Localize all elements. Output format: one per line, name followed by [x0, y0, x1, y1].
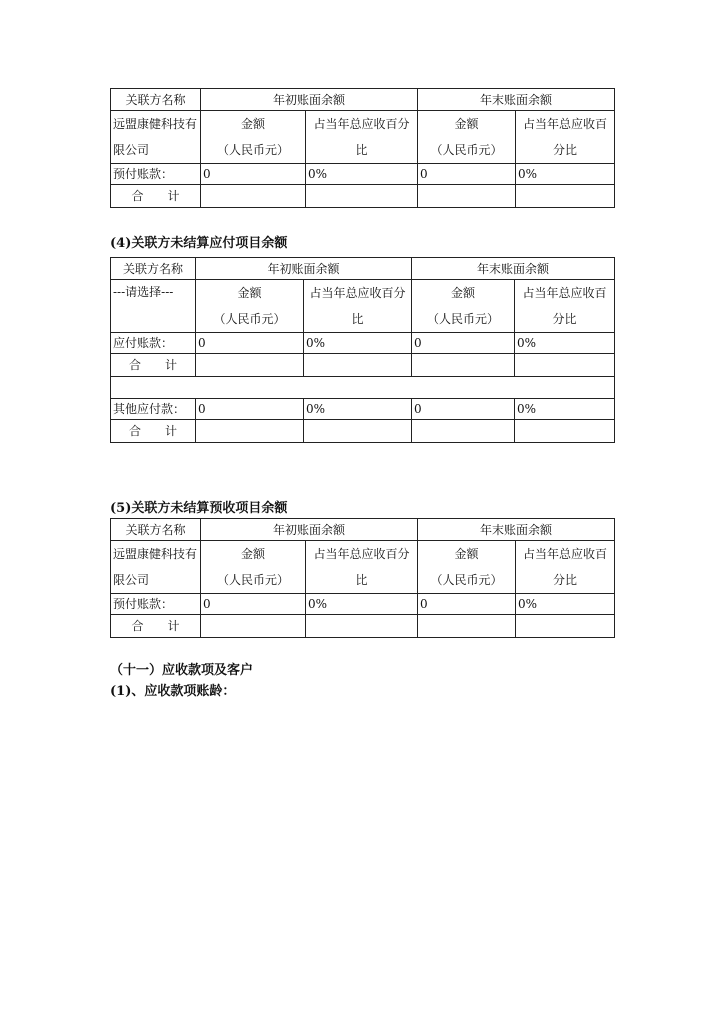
amount-unit: （人民币元） — [216, 573, 289, 587]
amount-header-end — [418, 541, 516, 594]
amount-header — [201, 111, 306, 164]
row-label: 预付账款： — [111, 164, 201, 185]
amount-unit: （人民币元） — [427, 312, 500, 326]
end-percent: 0% — [515, 399, 615, 420]
end-amount: 0 — [412, 333, 515, 354]
percent-header-end: 占当年总应收百分比 — [516, 541, 615, 594]
total-cell — [201, 615, 306, 638]
header-end-balance: 年末账面余额 — [412, 258, 615, 280]
begin-percent: 0% — [304, 399, 412, 420]
section-11-subtitle: (1)、应收款项账龄： — [110, 684, 236, 699]
header-related-party: 关联方名称 — [111, 89, 201, 111]
begin-amount: 0 — [196, 399, 304, 420]
percent-header-end: 占当年总应收百分比 — [515, 280, 615, 333]
blank-row — [111, 377, 615, 399]
amount-header-end — [412, 280, 515, 333]
percent-header: 占当年总应收百分比 — [306, 111, 418, 164]
total-cell — [515, 354, 615, 377]
percent-header: 占当年总应收百分比 — [306, 541, 418, 594]
begin-percent: 0% — [306, 164, 418, 185]
section-11-title: （十一）应收款项及客户 — [110, 663, 254, 678]
amount-unit: （人民币元） — [430, 573, 503, 587]
related-party-name: 远盟康健科技有限公司 — [111, 111, 201, 164]
amount-label: 金额 — [240, 117, 265, 131]
amount-label: 金额 — [240, 547, 265, 561]
header-related-party: 关联方名称 — [111, 519, 201, 541]
header-begin-balance: 年初账面余额 — [196, 258, 412, 280]
total-label: 合 计 — [111, 185, 201, 208]
amount-header — [196, 280, 304, 333]
total-cell — [196, 420, 304, 443]
percent-header: 占当年总应收百分比 — [304, 280, 412, 333]
row-label: 预付账款： — [111, 594, 201, 615]
amount-label: 金额 — [454, 117, 479, 131]
row-label-payable: 应付账款： — [111, 333, 196, 354]
total-cell — [412, 354, 515, 377]
total-cell — [516, 185, 615, 208]
end-percent: 0% — [516, 164, 615, 185]
end-amount: 0 — [418, 164, 516, 185]
related-party-name: 远盟康健科技有限公司 — [111, 541, 201, 594]
amount-header-end — [418, 111, 516, 164]
end-amount: 0 — [412, 399, 515, 420]
total-cell — [304, 354, 412, 377]
related-party-prepayment-table — [110, 88, 615, 208]
header-begin-balance: 年初账面余额 — [201, 519, 418, 541]
total-cell — [306, 615, 418, 638]
total-cell — [418, 185, 516, 208]
amount-unit: （人民币元） — [216, 143, 289, 157]
header-end-balance: 年末账面余额 — [418, 519, 615, 541]
begin-percent: 0% — [306, 594, 418, 615]
end-percent: 0% — [515, 333, 615, 354]
amount-label: 金额 — [451, 286, 476, 300]
begin-amount: 0 — [201, 164, 306, 185]
header-end-balance: 年末账面余额 — [418, 89, 615, 111]
amount-unit: （人民币元） — [430, 143, 503, 157]
begin-percent: 0% — [304, 333, 412, 354]
amount-label: 金额 — [237, 286, 262, 300]
related-party-payable-table — [110, 257, 615, 443]
total-cell — [304, 420, 412, 443]
related-party-advance-receipt-table — [110, 518, 615, 638]
begin-amount: 0 — [196, 333, 304, 354]
header-related-party: 关联方名称 — [111, 258, 196, 280]
total-cell — [196, 354, 304, 377]
header-begin-balance: 年初账面余额 — [201, 89, 418, 111]
total-cell — [412, 420, 515, 443]
total-cell — [516, 615, 615, 638]
amount-header — [201, 541, 306, 594]
total-cell — [306, 185, 418, 208]
total-cell — [201, 185, 306, 208]
total-label: 合 计 — [111, 615, 201, 638]
section-5-title: (5)关联方未结算预收项目余额 — [110, 501, 288, 516]
total-label: 合 计 — [111, 420, 196, 443]
total-label: 合 计 — [111, 354, 196, 377]
row-label-other-payable: 其他应付款： — [111, 399, 196, 420]
amount-unit: （人民币元） — [213, 312, 286, 326]
begin-amount: 0 — [201, 594, 306, 615]
total-cell — [515, 420, 615, 443]
end-amount: 0 — [418, 594, 516, 615]
select-party-dropdown[interactable]: ---请选择--- — [111, 280, 196, 333]
percent-header-end: 占当年总应收百分比 — [516, 111, 615, 164]
total-cell — [418, 615, 516, 638]
section-4-title: (4)关联方未结算应付项目余额 — [110, 236, 288, 251]
end-percent: 0% — [516, 594, 615, 615]
amount-label: 金额 — [454, 547, 479, 561]
